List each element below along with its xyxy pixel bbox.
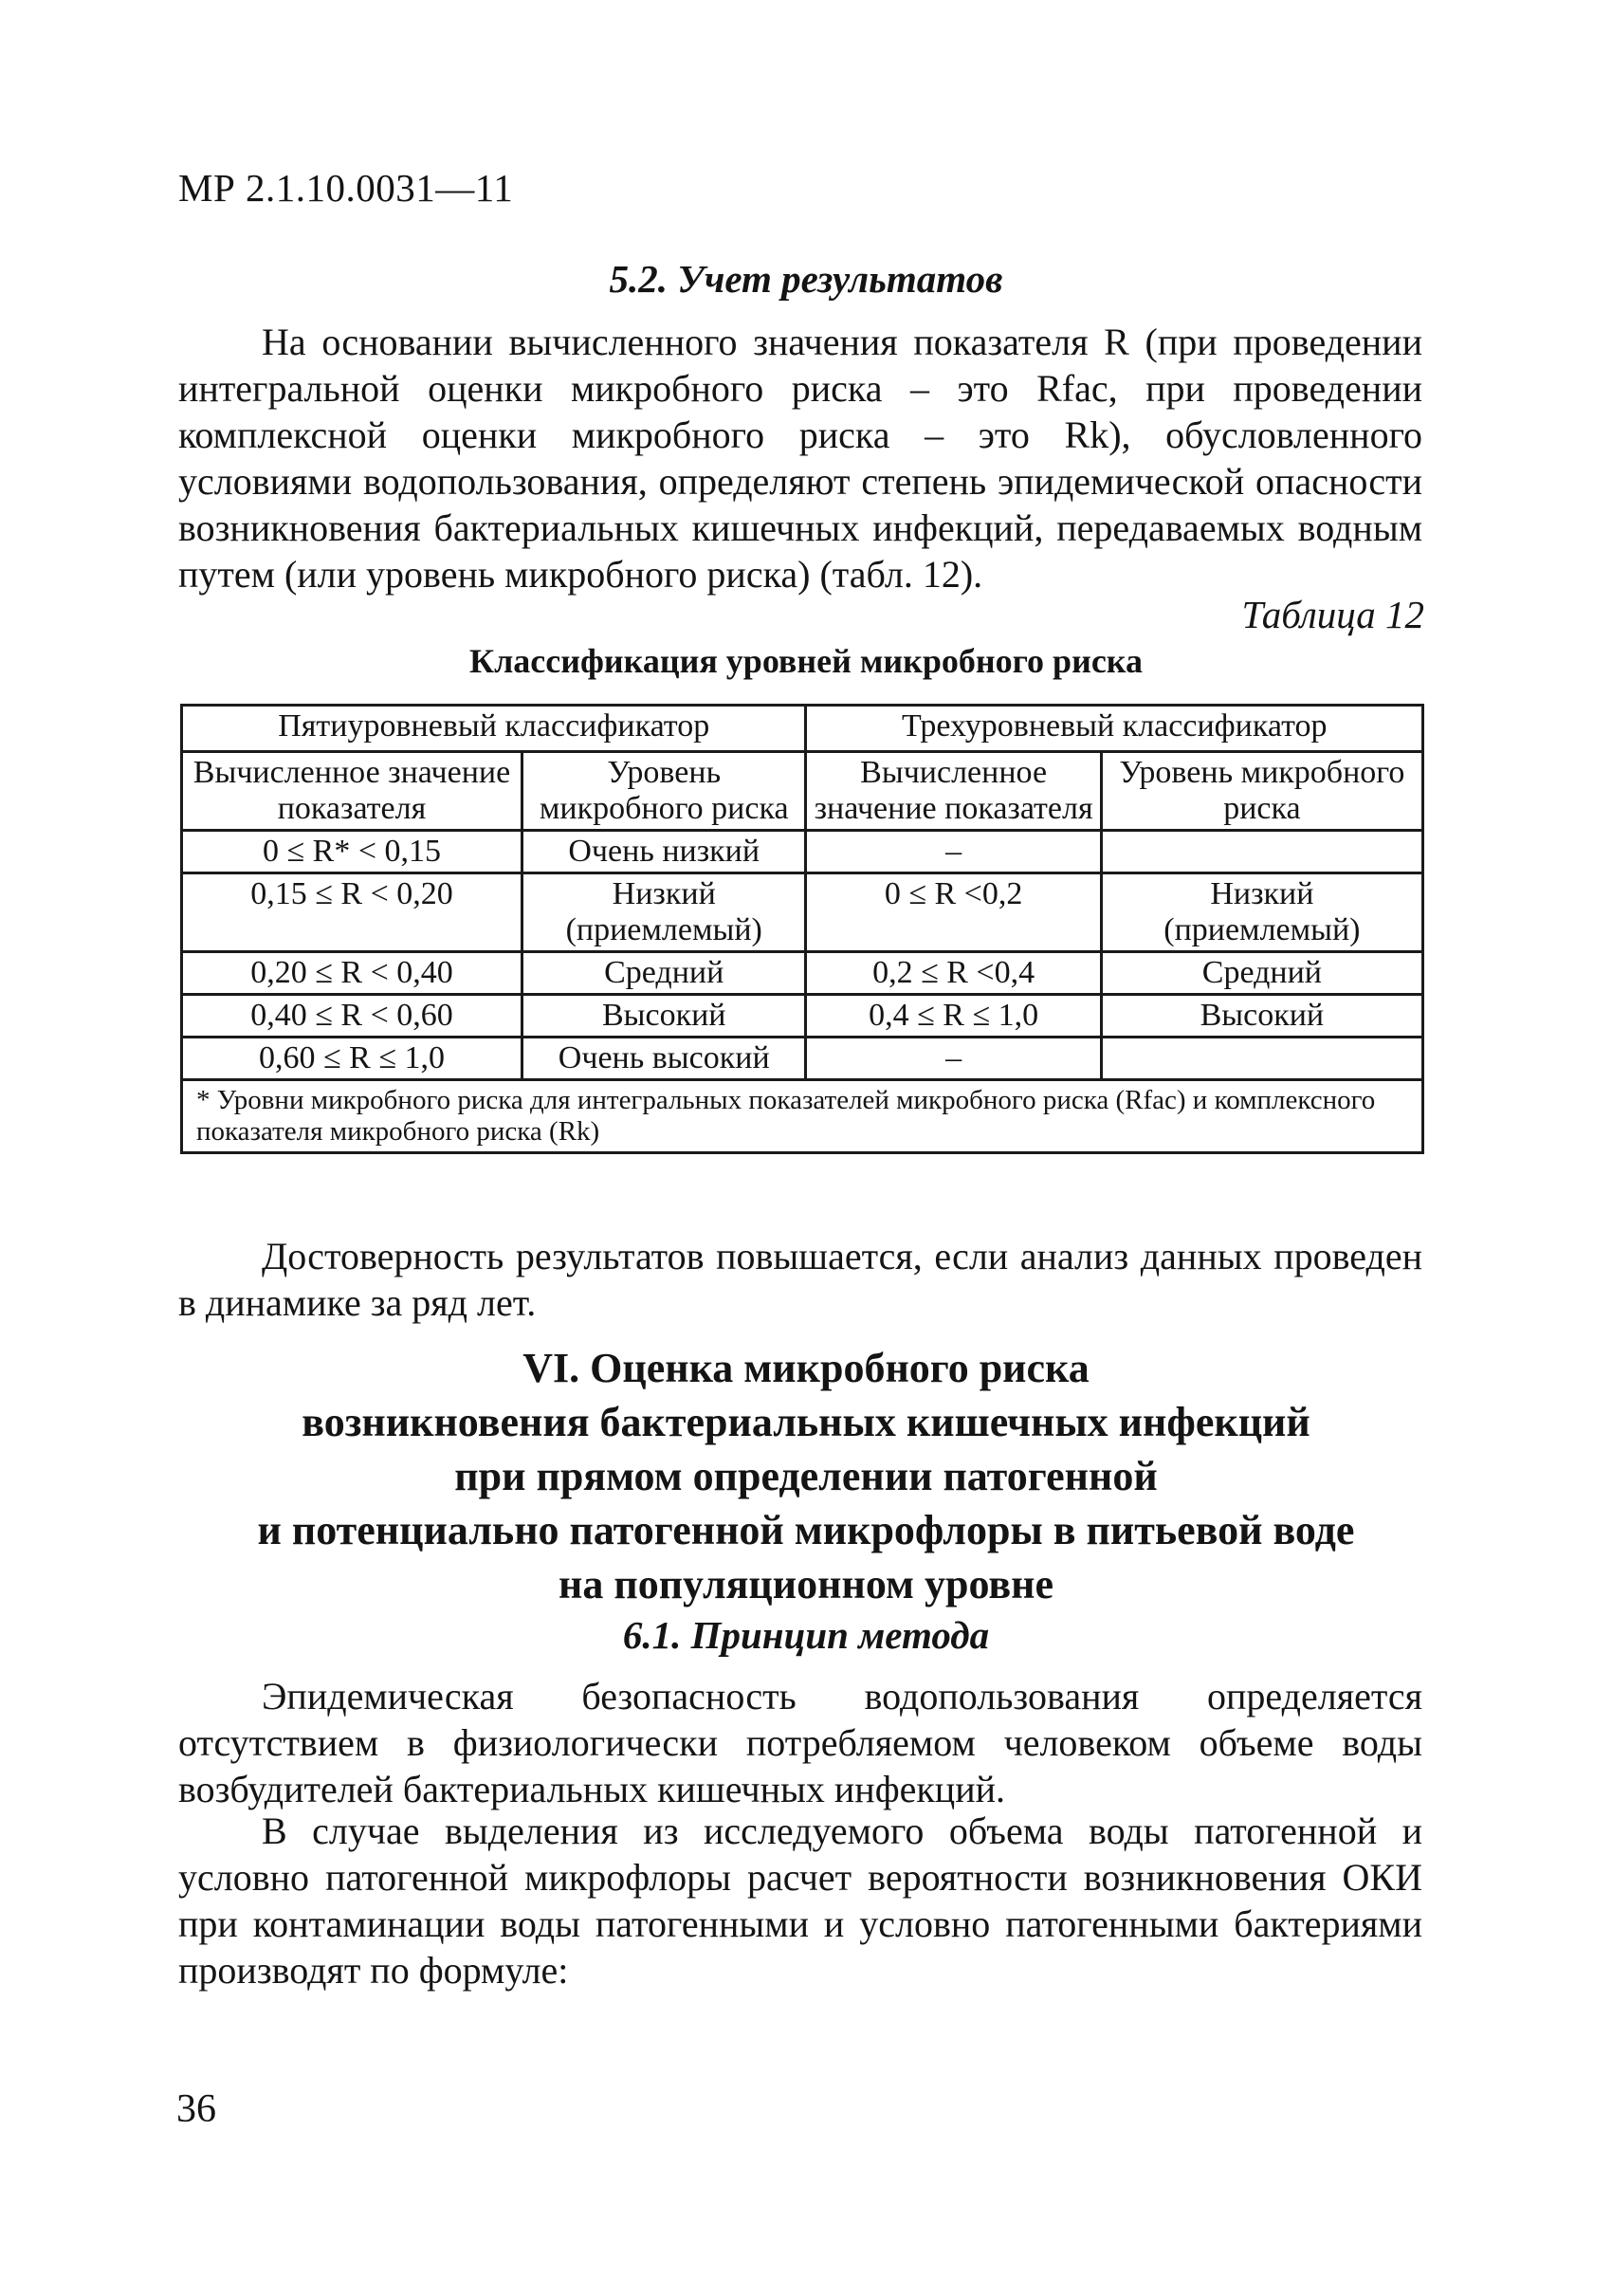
chapter-title-line: VI. Оценка микробного риска bbox=[522, 1345, 1090, 1391]
group-header-five-level: Пятиуровневый классификатор bbox=[182, 706, 806, 752]
table-cell: – bbox=[806, 831, 1101, 873]
table-cell: 0,60 ≤ R ≤ 1,0 bbox=[182, 1038, 522, 1080]
chapter-title-line: возникновения бактериальных кишечных инфекций bbox=[302, 1399, 1310, 1445]
reliability-paragraph: Достоверность результатов повышается, если анализ данных проведен в динамике за ряд лет. bbox=[178, 1235, 1422, 1324]
table-cell: – bbox=[806, 1038, 1101, 1080]
table-cell: 0 ≤ R* < 0,15 bbox=[182, 831, 522, 873]
chapter-title-line: на популяционном уровне bbox=[558, 1561, 1053, 1607]
table-row bbox=[182, 952, 1423, 995]
table-cell: Низкий (приемлемый) bbox=[522, 873, 805, 952]
table-cell: Высокий bbox=[522, 995, 805, 1038]
risk-classification-table bbox=[180, 704, 1424, 1154]
table-cell: Очень низкий bbox=[522, 831, 805, 873]
section-5-2-title: 5.2. Учет результатов bbox=[609, 257, 1003, 301]
column-header: Вычисленное значение показателя bbox=[182, 752, 522, 831]
table-cell bbox=[1101, 1038, 1422, 1080]
table-title: Классификация уровней микробного риска bbox=[469, 642, 1143, 680]
document-code: МР 2.1.10.0031—11 bbox=[178, 166, 514, 210]
section-6-1-paragraph-1: Эпидемическая безопасность водопользования определяется отсутствием в физиологически потребляемом человеком объеме воды возбудителей бактериальных кишечных инфекций. bbox=[178, 1675, 1422, 1810]
table-cell: Средний bbox=[522, 952, 805, 995]
group-header-three-level: Трехуровневый классификатор bbox=[806, 706, 1423, 752]
column-header: Уровень микробного риска bbox=[522, 752, 805, 831]
table-row bbox=[182, 995, 1423, 1038]
chapter-title-line: при прямом определении патогенной bbox=[454, 1453, 1158, 1499]
section-6-1-title: 6.1. Принцип метода bbox=[622, 1613, 990, 1657]
column-header: Вычисленное значение показателя bbox=[806, 752, 1101, 831]
table-cell: Высокий bbox=[1101, 995, 1422, 1038]
column-header: Уровень микробного риска bbox=[1101, 752, 1422, 831]
table-cell: Низкий (приемлемый) bbox=[1101, 873, 1422, 952]
table-row bbox=[182, 873, 1423, 952]
chapter-6-title bbox=[0, 1341, 1612, 1611]
chapter-title-line: и потенциально патогенной микрофлоры в питьевой воде bbox=[257, 1507, 1355, 1553]
table-cell: 0,2 ≤ R <0,4 bbox=[806, 952, 1101, 995]
table-cell: Очень высокий bbox=[522, 1038, 805, 1080]
table-cell: 0,4 ≤ R ≤ 1,0 bbox=[806, 995, 1101, 1038]
section-6-1-paragraph-2: В случае выделения из исследуемого объема воды патогенной и условно патогенной микрофлоры расчет вероятности возникновения ОКИ при контаминации воды патогенными и условно патогенными бактериями производят по формуле: bbox=[178, 1809, 1422, 1992]
table-cell: 0,40 ≤ R < 0,60 bbox=[182, 995, 522, 1038]
table-cell: 0,15 ≤ R < 0,20 bbox=[182, 873, 522, 952]
table-row bbox=[182, 1038, 1423, 1080]
table-label: Таблица 12 bbox=[1241, 593, 1424, 636]
table-cell: 0 ≤ R <0,2 bbox=[806, 873, 1101, 952]
table-cell: 0,20 ≤ R < 0,40 bbox=[182, 952, 522, 995]
table-cell: Средний bbox=[1101, 952, 1422, 995]
table-cell bbox=[1101, 831, 1422, 873]
section-5-2-paragraph: На основании вычисленного значения показателя R (при проведении интегральной оценки микробного риска – это Rfac, при проведении комплексной оценки микробного риска – это Rk), обусловленного условиями водопользования, определяют степень эпидемической опасности возникновения бактериальных кишечных инфекций, передаваемых водным путем (или уровень микробного риска) (табл. 12). bbox=[178, 321, 1422, 596]
table-row bbox=[182, 831, 1423, 873]
page-number: 36 bbox=[176, 2087, 216, 2131]
table-footnote: * Уровни микробного риска для интегральных показателей микробного риска (Rfac) и комплексного показателя микробного риска (Rk) bbox=[182, 1080, 1423, 1153]
